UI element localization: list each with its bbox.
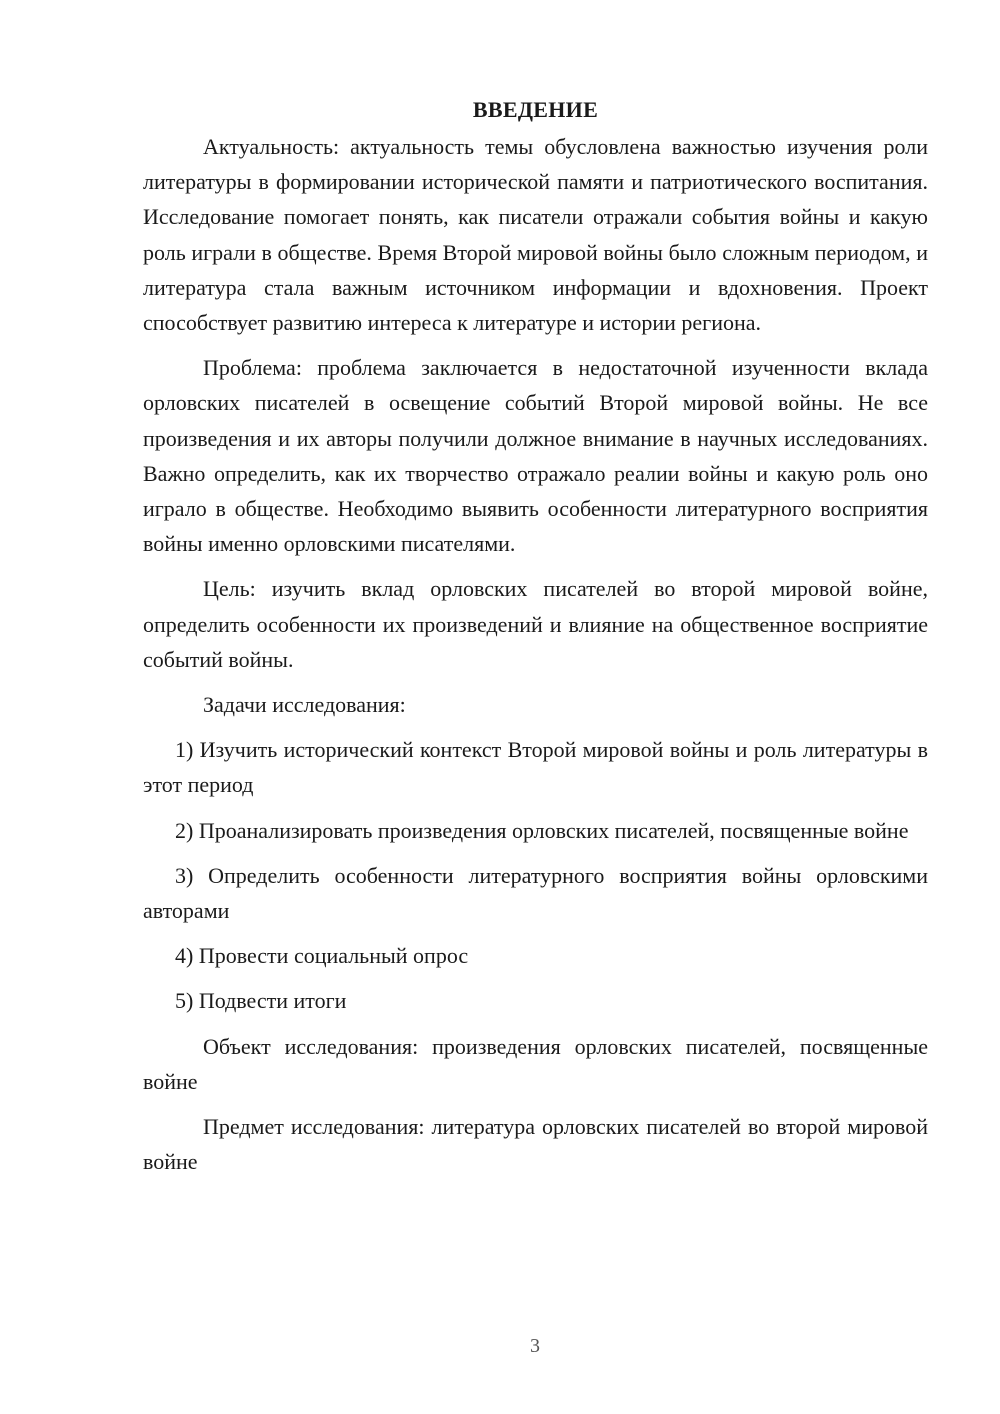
task-item-4: 4) Провести социальный опрос — [175, 943, 469, 969]
relevance-paragraph: Актуальность: актуальность темы обусловлена важностью изучения роли литературы в формировании исторической памяти и патриотического воспитания. Исследование помогает понять, как писатели отражали события войны и какую роль играли в обществе. Время Второй мировой войны было сложным периодом, и литература стала важным источником информации и вдохновения. Проект способствует развитию интереса к литературе и истории региона. — [143, 134, 928, 336]
task-item-2: 2) Проанализировать произведения орловских писателей, посвященные войне — [175, 817, 909, 843]
task-item-3: 3) Определить особенности литературного восприятия войны орловскими авторами — [143, 862, 928, 924]
section-title: ВВЕДЕНИЕ — [472, 97, 599, 122]
tasks-heading: Задачи исследования: — [203, 692, 406, 718]
task-item-5: 5) Подвести итоги — [175, 988, 347, 1014]
document-page — [143, 92, 928, 1179]
subject-paragraph: Предмет исследования: литература орловских писателей во второй мировой войне — [143, 1114, 928, 1175]
object-paragraph: Объект исследования: произведения орловских писателей, посвященные войне — [143, 1033, 928, 1094]
task-item-1: 1) Изучить исторический контекст Второй мировой войны и роль литературы в этот период — [143, 737, 928, 798]
page-number: 3 — [530, 1335, 540, 1357]
problem-paragraph: Проблема: проблема заключается в недостаточной изученности вклада орловских писателей в освещение событий Второй мировой войны. Не все произведения и их авторы получили должное внимание в научных исследованиях. Важно определить, как их творчество отражало реалии войны и какую роль оно играло в обществе. Необходимо выявить особенности литературного восприятия войны именно орловскими писателями. — [143, 355, 928, 557]
goal-paragraph: Цель: изучить вклад орловских писателей во второй мировой войне, определить особенности их произведений и влияние на общественное восприятие событий войны. — [143, 576, 928, 672]
